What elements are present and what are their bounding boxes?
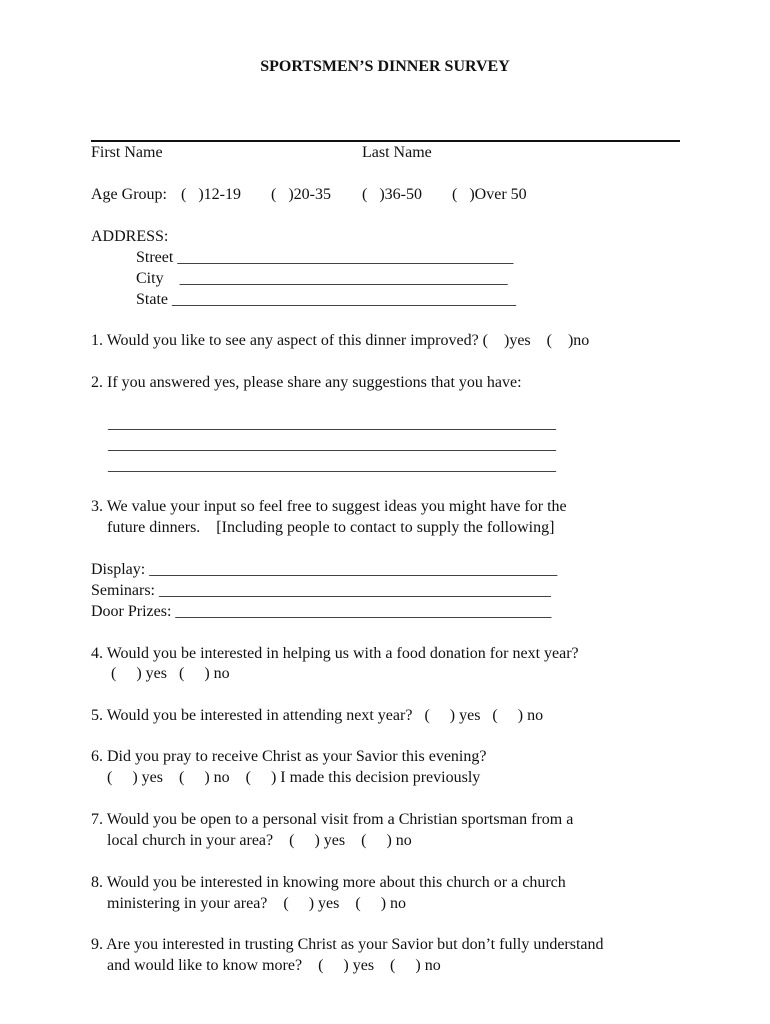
suggestion-line[interactable]: ________________________________________________________ (108, 436, 556, 453)
city-field[interactable]: City _________________________________________ (136, 270, 508, 287)
first-name-label: First Name (91, 144, 163, 161)
age-option-20-35[interactable]: ( )20-35 (271, 186, 331, 203)
question-8-line-2[interactable]: ministering in your area? ( ) yes ( ) no (91, 895, 407, 912)
age-option-12-19[interactable]: ( )12-19 (181, 186, 241, 203)
question-9-line-2[interactable]: and would like to know more? ( ) yes ( ) no (91, 957, 441, 974)
question-3-line-2: future dinners. [Including people to contact to supply the following] (91, 519, 555, 536)
question-4-options[interactable]: ( ) yes ( ) no (91, 665, 230, 682)
question-6-line-1: 6. Did you pray to receive Christ as your Savior this evening? (91, 748, 487, 765)
last-name-label: Last Name (362, 144, 432, 161)
question-7-line-1: 7. Would you be open to a personal visit from a Christian sportsman from a (91, 811, 574, 828)
door-prizes-field[interactable]: Door Prizes: _______________________________________________ (91, 603, 552, 620)
question-3-line-1: 3. We value your input so feel free to suggest ideas you might have for the (91, 498, 567, 515)
age-option-over-50[interactable]: ( )Over 50 (452, 186, 527, 203)
seminars-field[interactable]: Seminars: _________________________________________________ (91, 582, 551, 599)
question-2: 2. If you answered yes, please share any suggestions that you have: (91, 374, 522, 391)
question-7-line-2[interactable]: local church in your area? ( ) yes ( ) no (91, 832, 412, 849)
question-9-line-1: 9. Are you interested in trusting Christ as your Savior but don’t fully understand (91, 936, 604, 953)
suggestion-line[interactable]: ________________________________________________________ (108, 415, 556, 432)
display-field[interactable]: Display: ___________________________________________________ (91, 561, 558, 578)
suggestion-line[interactable]: ________________________________________________________ (108, 457, 556, 474)
question-1: 1. Would you like to see any aspect of this dinner improved? ( )yes ( )no (91, 332, 590, 349)
question-5[interactable]: 5. Would you be interested in attending next year? ( ) yes ( ) no (91, 707, 544, 724)
address-label: ADDRESS: (91, 228, 169, 245)
age-option-36-50[interactable]: ( )36-50 (362, 186, 422, 203)
question-8-line-1: 8. Would you be interested in knowing more about this church or a church (91, 874, 566, 891)
question-4-line-1: 4. Would you be interested in helping us with a food donation for next year? (91, 645, 579, 662)
street-field[interactable]: Street __________________________________________ (136, 249, 514, 266)
age-group-label: Age Group: (91, 186, 167, 203)
name-rule (91, 140, 680, 142)
state-field[interactable]: State ___________________________________________ (136, 291, 516, 308)
page-title: SPORTSMEN’S DINNER SURVEY (260, 58, 510, 75)
question-6-options[interactable]: ( ) yes ( ) no ( ) I made this decision previously (91, 769, 481, 786)
